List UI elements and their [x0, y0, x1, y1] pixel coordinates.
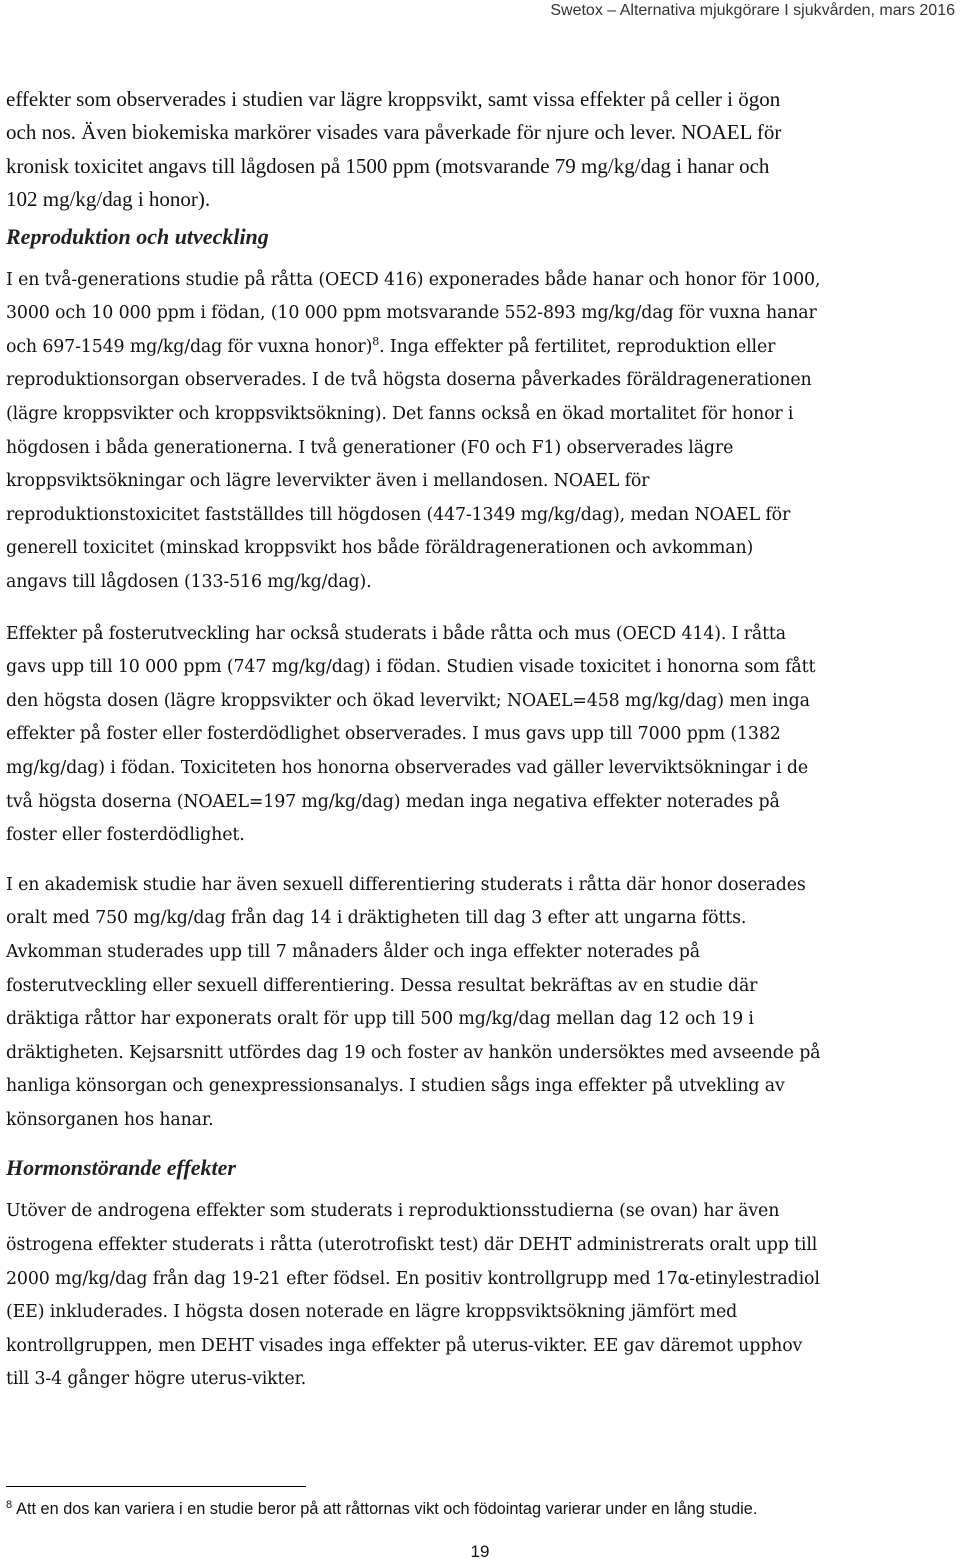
text-line-with-footnote [6, 331, 958, 365]
text-line: kontrollgruppen, men DEHT visades inga effekter på uterus-vikter. EE gav däremot upphov [6, 1335, 803, 1356]
text-line: gavs upp till 10 000 ppm (747 mg/kg/dag) i födan. Studien visade toxicitet i honorna som fått [6, 657, 816, 678]
text-line: Avkomman studerades upp till 7 månaders ålder och inga effekter noterades på [6, 941, 700, 962]
text-line: Utöver de androgena effekter som studerats i reproduktionsstudierna (se ovan) har även [6, 1201, 780, 1222]
text-line: generell toxicitet (minskad kroppsvikt hos både föräldragenerationen och avkomman) [6, 538, 754, 559]
section-heading-reproduktion: Reproduktion och utveckling [6, 223, 269, 249]
text-line: dräktiga råttor har exponerats oralt för upp till 500 mg/kg/dag mellan dag 12 och 19 i [6, 1009, 754, 1030]
document-body [6, 83, 958, 1397]
text-line: fosterutveckling eller sexuell differentiering. Dessa resultat bekräftas av en studie där [6, 975, 758, 996]
text-line: mg/kg/dag) i födan. Toxiciteten hos honorna observerades vad gäller leverviktsökningar i de [6, 757, 808, 778]
text-line: Effekter på fosterutveckling har också studerats i både råtta och mus (OECD 414). I råtta [6, 623, 786, 644]
text-fragment: . Inga effekter på fertilitet, reproduktion eller [379, 336, 776, 357]
section-heading-hormonstorande: Hormonstörande effekter [6, 1155, 236, 1181]
footnote-reference[interactable]: 8 [372, 335, 380, 349]
text-line: angavs till lågdosen (133-516 mg/kg/dag). [6, 571, 372, 592]
text-line: I en två-generations studie på råtta (OECD 416) exponerades både hanar och honor för 1000, [6, 269, 821, 290]
text-line: 2000 mg/kg/dag från dag 19-21 efter födsel. En positiv kontrollgrupp med 17α-etinylestradiol [6, 1268, 820, 1289]
text-line: oralt med 750 mg/kg/dag från dag 14 i dräktigheten till dag 3 efter att ungarna fötts. [6, 908, 747, 929]
text-line: dräktigheten. Kejsarsnitt utfördes dag 19 och foster av hankön undersöktes med avseende på [6, 1042, 821, 1063]
text-line: kronisk toxicitet angavs till lågdosen på 1500 ppm (motsvarande 79 mg/kg/dag i hanar och [6, 153, 770, 178]
text-line: två högsta doserna (NOAEL=197 mg/kg/dag) medan inga negativa effekter noterades på [6, 791, 780, 812]
text-line: 3000 och 10 000 ppm i födan, (10 000 ppm motsvarande 552-893 mg/kg/dag för vuxna hanar [6, 303, 817, 324]
text-line: hanliga könsorgan och genexpressionsanalys. I studien sågs inga effekter på utvekling av [6, 1076, 785, 1097]
footnote [6, 1498, 757, 1520]
text-line: (lägre kroppsvikter och kroppsviktsökning). Det fanns också en ökad mortalitet för honor i [6, 404, 794, 424]
text-line: effekter som observerades i studien var lägre kroppsvikt, samt vissa effekter på celler i ögon [6, 87, 781, 111]
text-line: reproduktionstoxicitet fastställdes till högdosen (447-1349 mg/kg/dag), medan NOAEL för [6, 504, 791, 525]
footnote-number: 8 [6, 1498, 13, 1511]
text-line: effekter på foster eller fosterdödlighet observerades. I mus gavs upp till 7000 ppm (1382 [6, 724, 781, 745]
text-line: (EE) inkluderades. I högsta dosen noterade en lägre kroppsviktsökning jämfört med [6, 1302, 738, 1323]
text-line: kroppsviktsökningar och lägre levervikter även i mellandosen. NOAEL för [6, 471, 650, 492]
text-line: östrogena effekter studerats i råtta (uterotrofiskt test) där DEHT administrerats oralt upp till [6, 1235, 818, 1256]
text-line: könsorganen hos hanar. [6, 1109, 214, 1130]
text-line: 102 mg/kg/dag i honor). [6, 187, 211, 212]
intro-paragraph [6, 83, 958, 217]
fosterutveckling-paragraph [6, 618, 958, 853]
text-line: I en akademisk studie har även sexuell differentiering studerats i råtta där honor doserades [6, 874, 806, 895]
footnote-text: Att en dos kan variera i en studie beror på att råttornas vikt och födointag varierar under en lång studie. [16, 1500, 758, 1518]
page-number: 19 [470, 1542, 490, 1561]
running-header: Swetox – Alternativa mjukgörare I sjukvården, mars 2016 [550, 2, 955, 19]
text-line: den högsta dosen (lägre kroppsvikter och ökad levervikt; NOAEL=458 mg/kg/dag) men inga [6, 690, 810, 711]
reproduktion-paragraph [6, 264, 958, 600]
text-line: och nos. Även biokemiska markörer visades vara påverkade för njure och lever. NOAEL för [6, 120, 782, 145]
text-line: högdosen i båda generationerna. I två generationer (F0 och F1) observerades lägre [6, 437, 734, 458]
text-fragment: och 697-1549 mg/kg/dag för vuxna honor) [6, 336, 373, 357]
footnote-separator [6, 1486, 306, 1487]
hormonstorande-paragraph [6, 1195, 958, 1397]
text-line: foster eller fosterdödlighet. [6, 825, 245, 846]
text-line: till 3-4 gånger högre uterus-vikter. [6, 1369, 307, 1390]
akademisk-studie-paragraph [6, 869, 958, 1138]
text-line: reproduktionsorgan observerades. I de två högsta doserna påverkades föräldragenerationen [6, 370, 812, 391]
